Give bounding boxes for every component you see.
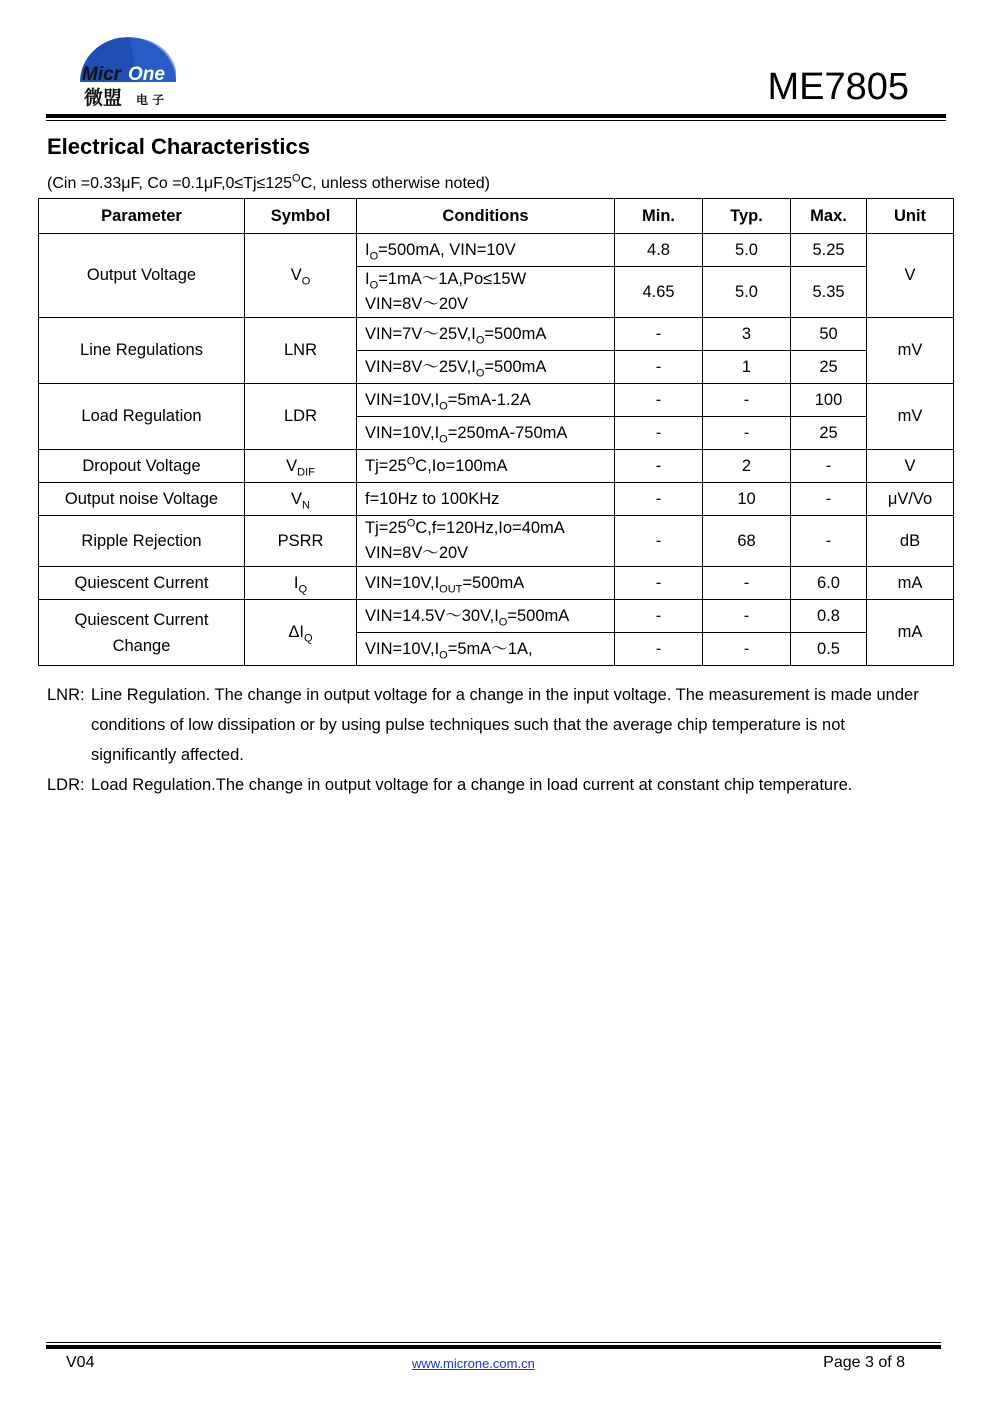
typ-cell: 1	[703, 351, 791, 384]
condition-cell: $Tj=25^OC,f=120Hz,Io=40mA$ VIN=8V～20V	[357, 516, 615, 567]
symbol-cell: PSRR	[245, 516, 357, 567]
min-cell: -	[615, 600, 703, 633]
note-ldr	[47, 770, 927, 800]
svg-text:微盟: 微盟	[84, 87, 123, 109]
min-cell: -	[615, 633, 703, 666]
header-symbol: Symbol	[245, 199, 357, 234]
table-row	[39, 516, 954, 567]
max-cell: -	[791, 450, 867, 483]
typ-cell: -	[703, 417, 791, 450]
param-cell: Output Voltage	[39, 234, 245, 318]
footer-rule	[46, 1345, 941, 1349]
min-cell: -	[615, 567, 703, 600]
min-cell: -	[615, 450, 703, 483]
max-cell: 0.5	[791, 633, 867, 666]
typ-cell: 5.0	[703, 234, 791, 267]
table-row	[39, 567, 954, 600]
max-cell: 5.25	[791, 234, 867, 267]
symbol-cell: $I_Q$	[245, 567, 357, 600]
min-cell: -	[615, 516, 703, 567]
note-lnr	[47, 680, 927, 770]
table-row	[39, 234, 954, 267]
notes	[47, 680, 927, 800]
svg-text:One: One	[128, 64, 165, 85]
table-row	[39, 483, 954, 516]
max-cell: 5.35	[791, 267, 867, 318]
note-text: Load Regulation.The change in output voltage for a change in load current at constant chip temperature.	[91, 776, 853, 794]
min-cell: 4.8	[615, 234, 703, 267]
unit-cell: μV/Vo	[867, 483, 954, 516]
table-row	[39, 384, 954, 417]
company-logo	[78, 20, 182, 110]
typ-cell: -	[703, 600, 791, 633]
min-cell: -	[615, 483, 703, 516]
condition-cell: $VIN=10V,I_O=250mA-750mA$	[357, 417, 615, 450]
param-cell: Dropout Voltage	[39, 450, 245, 483]
typ-cell: 5.0	[703, 267, 791, 318]
symbol-cell: $V_N$	[245, 483, 357, 516]
typ-cell: 2	[703, 450, 791, 483]
product-number: ME7805	[767, 66, 909, 108]
condition-cell: $VIN=14.5V\sim 30V,I_O=500mA$	[357, 600, 615, 633]
symbol-cell: $\Delta I_Q$	[245, 600, 357, 666]
param-cell: Line Regulations	[39, 318, 245, 384]
svg-text:电 子: 电 子	[136, 93, 165, 107]
header-min: Min.	[615, 199, 703, 234]
min-cell: -	[615, 417, 703, 450]
version-label: V04	[66, 1354, 95, 1371]
symbol-cell: $V_{DIF}$	[245, 450, 357, 483]
max-cell: 50	[791, 318, 867, 351]
test-conditions: (Cin =0.33μF, $Co =0.1\mu F,0\le Tj\le 125^OC$, unless otherwise noted)	[47, 172, 491, 192]
unit-cell: V	[867, 450, 954, 483]
min-cell: -	[615, 351, 703, 384]
electrical-characteristics-table	[38, 198, 954, 666]
max-cell: 100	[791, 384, 867, 417]
typ-cell: 68	[703, 516, 791, 567]
header-parameter: Parameter	[39, 199, 245, 234]
unit-cell: mV	[867, 318, 954, 384]
symbol-cell: $V_O$	[245, 234, 357, 318]
unit-cell: V	[867, 234, 954, 318]
header-rule-thin	[46, 120, 946, 121]
condition-cell: $I_O=500mA$, VIN=10V	[357, 234, 615, 267]
header-typ: Typ.	[703, 199, 791, 234]
unit-cell: mA	[867, 600, 954, 666]
typ-cell: -	[703, 384, 791, 417]
footer-rule-thin	[46, 1342, 941, 1343]
typ-cell: 3	[703, 318, 791, 351]
condition-cell: $VIN=10V,I_O=5mA-1.2A$	[357, 384, 615, 417]
table-row	[39, 450, 954, 483]
unit-cell: dB	[867, 516, 954, 567]
page-number: Page 3 of 8	[823, 1354, 905, 1371]
header-rule	[46, 114, 946, 118]
website-link[interactable]: www.microne.com.cn	[412, 1356, 535, 1371]
typ-cell: -	[703, 567, 791, 600]
header-unit: Unit	[867, 199, 954, 234]
max-cell: 6.0	[791, 567, 867, 600]
table-row	[39, 318, 954, 351]
max-cell: 25	[791, 417, 867, 450]
param-cell: Quiescent Current Change	[39, 600, 245, 666]
table-header-row	[39, 199, 954, 234]
condition-cell: $VIN=7V\sim 25V,I_O=500mA$	[357, 318, 615, 351]
note-label: LNR:	[47, 686, 85, 704]
param-cell: Load Regulation	[39, 384, 245, 450]
typ-cell: 10	[703, 483, 791, 516]
condition-cell: f=10Hz to 100KHz	[357, 483, 615, 516]
table-row	[39, 600, 954, 633]
max-cell: -	[791, 483, 867, 516]
max-cell: 0.8	[791, 600, 867, 633]
header-max: Max.	[791, 199, 867, 234]
param-cell: Ripple Rejection	[39, 516, 245, 567]
symbol-cell: LNR	[245, 318, 357, 384]
note-label: LDR:	[47, 776, 85, 794]
symbol-cell: LDR	[245, 384, 357, 450]
condition-cell: $VIN=10V,I_{OUT}=500mA$	[357, 567, 615, 600]
unit-cell: mA	[867, 567, 954, 600]
condition-cell: $I_O=1mA\sim 1A,Po\le 15W$ VIN=8V～20V	[357, 267, 615, 318]
section-title: Electrical Characteristics	[47, 134, 310, 159]
param-cell: Quiescent Current	[39, 567, 245, 600]
condition-cell: $VIN=8V\sim 25V,I_O=500mA$	[357, 351, 615, 384]
typ-cell: -	[703, 633, 791, 666]
unit-cell: mV	[867, 384, 954, 450]
header-conditions: Conditions	[357, 199, 615, 234]
svg-text:Micr: Micr	[82, 64, 122, 85]
max-cell: 25	[791, 351, 867, 384]
param-cell: Output noise Voltage	[39, 483, 245, 516]
note-text: Line Regulation. The change in output voltage for a change in the input voltage. The measurement is made under conditions of low dissipation or by using pulse techniques such that the average chip temperature is not significantly affected.	[91, 686, 919, 764]
condition-cell: $VIN=10V,I_O=5mA\sim 1A$,	[357, 633, 615, 666]
min-cell: -	[615, 384, 703, 417]
condition-cell: $Tj=25^OC,Io=100mA$	[357, 450, 615, 483]
min-cell: -	[615, 318, 703, 351]
min-cell: 4.65	[615, 267, 703, 318]
max-cell: -	[791, 516, 867, 567]
